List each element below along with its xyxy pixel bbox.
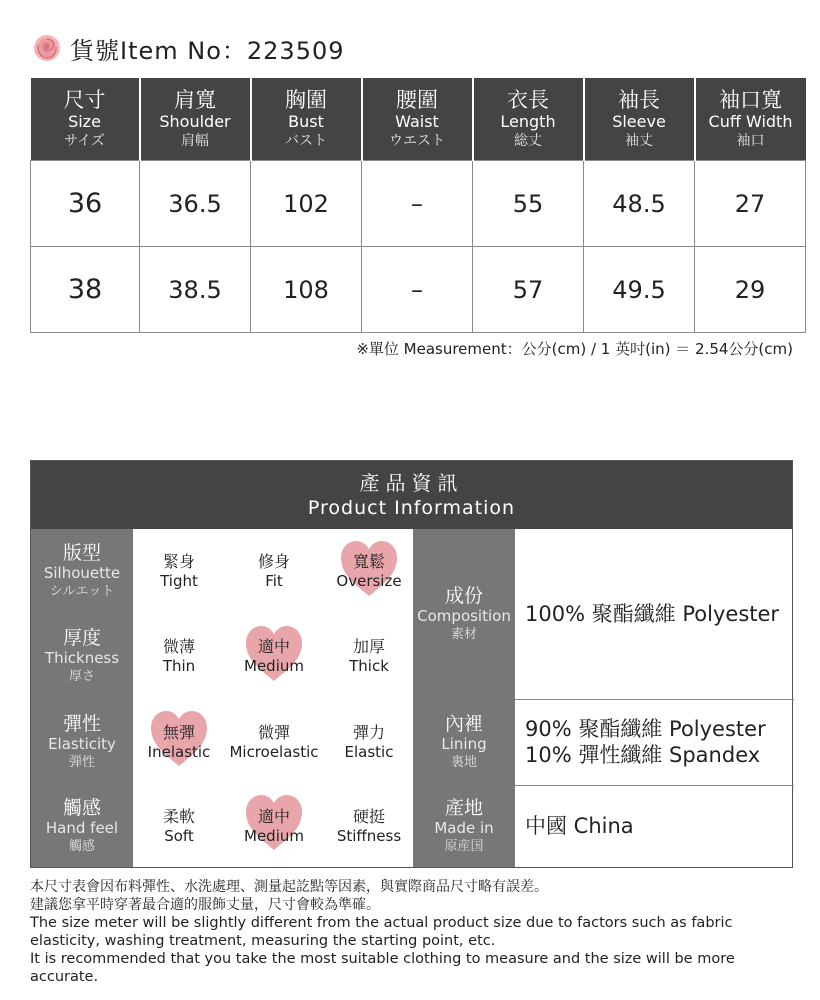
product-info-title-en: Product Information [307, 497, 516, 519]
col-header-jp: 袖口 [736, 133, 765, 149]
size-table-header [31, 78, 806, 161]
option-en: Stiffness [336, 826, 402, 845]
option-en: Fit [265, 572, 283, 590]
attribute-label-zh: 彈性 [62, 712, 101, 735]
size-col-header-4 [473, 78, 584, 161]
col-header-zh: 衣長 [507, 88, 549, 112]
option [323, 699, 415, 785]
size-col-header-5 [584, 78, 695, 161]
attribute-label [31, 699, 133, 785]
measurement-cell: 38.5 [140, 247, 251, 333]
col-header-zh: 尺寸 [63, 88, 106, 112]
option-en: Thin [162, 657, 196, 675]
attribute-label-en: Hand feel [45, 818, 119, 837]
option-selected [228, 614, 320, 699]
size-col-header-1 [140, 78, 251, 161]
attribute-label-en: Silhouette [43, 564, 121, 582]
col-header-en: Shoulder [159, 112, 231, 131]
attribute-label-jp: 厚さ [68, 669, 95, 684]
composition-value [515, 529, 792, 699]
option [323, 614, 415, 699]
origin-label-en: Made in [434, 818, 494, 837]
option [228, 699, 320, 785]
attribute-options [133, 699, 413, 785]
lining-label-zh: 內裡 [444, 712, 483, 735]
attribute-label [31, 614, 133, 699]
col-header-zh: 肩寬 [174, 88, 216, 112]
option-en: Soft [164, 826, 194, 845]
size-value: 38 [31, 247, 140, 333]
product-info-panel [30, 460, 793, 868]
origin-line: 中國 China [525, 814, 634, 838]
option-zh: 柔軟 [162, 806, 195, 826]
measurement-cell: – [362, 247, 473, 333]
measurement-cell: 57 [473, 247, 584, 333]
measurement-note: ※單位 Measurement：公分(cm) / 1 英吋(in) ＝ 2.54公分(cm) [356, 340, 793, 358]
col-header-zh: 腰圍 [396, 88, 438, 112]
size-col-header-2 [251, 78, 362, 161]
attribute-label-jp: 觸感 [68, 838, 95, 854]
attribute-options [133, 614, 413, 699]
col-header-jp: 総丈 [514, 133, 542, 149]
option-zh: 彈力 [352, 722, 385, 742]
lining-value [515, 699, 792, 785]
measurement-cell: 27 [695, 161, 806, 247]
option [133, 614, 225, 699]
origin-label-jp: 原産国 [444, 838, 484, 854]
item-header [32, 30, 345, 66]
table-row [31, 161, 806, 247]
option-en: Medium [244, 826, 304, 845]
size-value: 36 [31, 161, 140, 247]
lining-label-en: Lining [441, 734, 487, 753]
lining-label-jp: 裏地 [450, 754, 477, 770]
option-zh: 加厚 [352, 637, 385, 656]
size-col-header-0 [31, 78, 140, 161]
col-header-en: Waist [395, 112, 439, 131]
option [323, 785, 415, 867]
composition-label-en: Composition [417, 606, 511, 625]
col-header-zh: 袖長 [618, 88, 660, 112]
attribute-label-zh: 厚度 [62, 627, 101, 649]
item-number: 貨號Item No：223509 [70, 36, 345, 65]
attribute-label-zh: 觸感 [62, 796, 101, 819]
measurement-cell: 108 [251, 247, 362, 333]
option-en: Thick [349, 657, 389, 675]
option-selected [228, 785, 320, 867]
lining-label [413, 699, 515, 785]
option-zh: 適中 [257, 806, 290, 826]
attribute-label [31, 529, 133, 614]
option-zh: 適中 [257, 637, 290, 656]
attribute-options [133, 529, 413, 614]
option [228, 529, 320, 614]
origin-label-zh: 產地 [444, 796, 483, 819]
rose-icon [32, 33, 62, 63]
col-header-zh: 胸圍 [285, 88, 327, 112]
col-header-en: Bust [288, 112, 324, 131]
measurement-cell: 48.5 [584, 161, 695, 247]
size-table [30, 78, 806, 333]
col-header-jp: サイズ [64, 133, 105, 149]
option-selected [133, 699, 225, 785]
option [133, 785, 225, 867]
option-zh: 微薄 [162, 637, 195, 656]
option-zh: 修身 [257, 552, 290, 571]
option-en: Oversize [336, 572, 402, 590]
attribute-label [31, 785, 133, 867]
option-en: Medium [244, 657, 304, 675]
col-header-en: Size [68, 112, 101, 131]
size-disclaimer [30, 878, 800, 986]
size-table-body [31, 161, 806, 333]
table-row [31, 247, 806, 333]
col-header-jp: 袖丈 [625, 133, 653, 149]
product-info-title [31, 461, 792, 529]
col-header-jp: 肩幅 [181, 133, 209, 149]
size-col-header-3 [362, 78, 473, 161]
disclaimer-line-zh-2: 建議您拿平時穿著最合適的服飾丈量，尺寸會較為準確。 [30, 897, 380, 913]
disclaimer-line-en-1: The size meter will be slightly different from the actual product size due to factors such as fabric elasticity, washing treatment, measuring the starting point, etc. [30, 915, 733, 949]
measurement-cell: 102 [251, 161, 362, 247]
option-en: Tight [160, 572, 198, 590]
disclaimer-line-zh-1: 本尺寸表會因布料彈性、水洗處理、測量起訖點等因素，與實際商品尺寸略有誤差。 [30, 879, 548, 895]
product-info-title-zh: 產品資訊 [359, 471, 464, 495]
lining-line: 90% 聚酯纖維 Polyester [525, 717, 766, 741]
measurement-cell: 49.5 [584, 247, 695, 333]
origin-value [515, 785, 792, 867]
option-zh: 微彈 [257, 722, 290, 742]
col-header-en: Cuff Width [708, 112, 793, 131]
col-header-en: Sleeve [612, 112, 666, 131]
lining-line: 10% 彈性纖維 Spandex [525, 743, 761, 767]
size-col-header-6 [695, 78, 806, 161]
option-zh: 硬挺 [352, 806, 385, 826]
option-zh: 無彈 [162, 722, 195, 742]
composition-label [413, 529, 515, 699]
disclaimer-line-en-2: It is recommended that you take the most suitable clothing to measure and the size will be more accurate. [30, 951, 735, 985]
col-header-jp: ウエスト [389, 133, 445, 149]
col-header-zh: 袖口寬 [719, 88, 782, 112]
attribute-label-zh: 版型 [62, 542, 101, 564]
measurement-cell: 29 [695, 247, 806, 333]
origin-label [413, 785, 515, 867]
attribute-label-jp: 弾性 [68, 754, 95, 770]
option [133, 529, 225, 614]
measurement-cell: 55 [473, 161, 584, 247]
col-header-jp: バスト [285, 133, 327, 149]
option-zh: 緊身 [162, 552, 195, 571]
attribute-label-jp: シルエット [49, 584, 115, 599]
measurement-cell: – [362, 161, 473, 247]
attribute-label-en: Thickness [44, 649, 120, 667]
composition-line: 100% 聚酯纖維 Polyester [525, 602, 780, 626]
measurement-cell: 36.5 [140, 161, 251, 247]
option-zh: 寬鬆 [352, 552, 385, 571]
option-en: Inelastic [147, 742, 211, 761]
option-en: Microelastic [229, 742, 319, 761]
attribute-options [133, 785, 413, 867]
col-header-en: Length [500, 112, 556, 131]
composition-label-zh: 成份 [444, 584, 483, 607]
option-selected [323, 529, 415, 614]
composition-label-jp: 素材 [450, 626, 477, 642]
attribute-label-en: Elasticity [48, 734, 116, 753]
option-en: Elastic [344, 742, 394, 761]
